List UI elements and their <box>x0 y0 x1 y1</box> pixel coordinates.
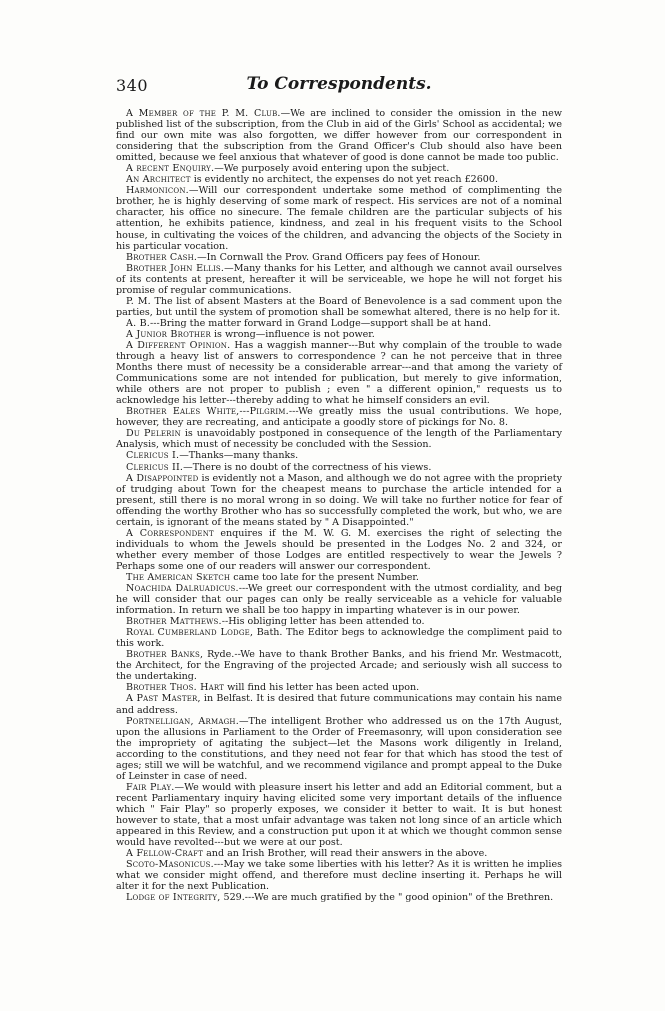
entry-text: is wrong—influence is not power. <box>210 328 375 340</box>
entry-text: ---Bring the matter forward in Grand Lodge—support shall be at hand. <box>150 317 492 329</box>
correspondent-entry <box>116 296 562 318</box>
entry-lead: A recent Enquiry. <box>126 163 215 175</box>
entry-lead: Brother Thos. Hart <box>126 682 225 694</box>
entry-text: will find his letter has been acted upon. <box>224 682 420 694</box>
entry-text: —We are inclined to consider the omission in the new published list of the subscription, from the Club in aid of the Girls' School as accidental; we find our own mite was also forgotten, we differ however from our correspondent in considering that the subscription from the Grand Officer's Club should also have been omitted, because we feel anxious that whatever of good is done cannot be made too public. <box>116 108 562 164</box>
correspondent-entry <box>116 450 562 461</box>
entry-text: is evidently no architect, the expenses do not yet reach £2600. <box>190 174 498 186</box>
entry-lead: A Junior Brother <box>126 328 211 340</box>
entry-lead: Lodge of Integrity, <box>126 892 221 904</box>
entry-text: is evidently not a Mason, and although we do not agree with the propriety of trudging about Town for the cheapest means to purchase the article intended for a present, still there is no moral wrong in so doing. We will take no further notice for fear of offending the worthy Brother who has so successfully completed the work, but who, we are certain, is ignorant of the means stated by " A Disappointed." <box>116 472 562 528</box>
correspondent-entry <box>116 185 562 251</box>
correspondent-entry <box>116 108 562 163</box>
entry-lead: A Correspondent <box>126 527 214 539</box>
entry-lead: The American Sketch <box>126 571 231 583</box>
entry-lead: A Disappointed <box>126 472 199 484</box>
entry-lead: A Fellow-Craft <box>126 848 204 860</box>
entry-lead: Harmonicon. <box>126 185 189 197</box>
correspondent-entry <box>116 616 562 627</box>
correspondent-entry <box>116 163 562 174</box>
entry-text: ---We greet our correspondent with the utmost cordiality, and beg he will consider that our pages can only be really serviceable as a vehicle for valuable information. In return we shall be too happy in imparting whatever is in our power. <box>116 583 562 617</box>
correspondent-entry <box>116 716 562 782</box>
entry-lead: Royal Cumberland Lodge, <box>126 627 254 639</box>
entry-lead: Brother Matthews. <box>126 616 222 628</box>
entry-text: enquires if the M. W. G. M. exercises the right of selecting the individuals to whom the Jewels should be presented in the Lodges No. 2 and 324, or whether every member of those Lodges are entitled respectively to wear the Jewels ? Perhaps some one of our readers will answer our correspondent. <box>116 527 563 572</box>
correspondent-entry <box>116 892 562 903</box>
correspondent-entry <box>116 848 562 859</box>
entry-lead: Fair Play. <box>126 781 175 793</box>
correspondent-entry <box>116 263 562 296</box>
correspondent-entry <box>116 174 562 185</box>
entry-text: The list of absent Masters at the Board of Benevolence is a sad comment upon the parties, but until the system of promotion shall be somewhat altered, there is no help for it. <box>116 295 562 318</box>
entry-lead: P. M. <box>126 295 151 307</box>
page-header <box>116 74 562 98</box>
entry-lead: Brother Banks, <box>126 649 204 661</box>
entry-text: —We purposely avoid entering upon the subject. <box>214 163 450 175</box>
entry-lead: Du Pelerin <box>126 428 181 440</box>
entry-text: and an Irish Brother, will read their answers in the above. <box>203 848 488 860</box>
entry-text: --His obliging letter has been attended to. <box>221 616 425 628</box>
entry-text: —The intelligent Brother who addressed us on the 17th August, upon the allusions in Parliament to the Order of Freemasonry, will upon consideration see the impropriety of agitating the subject—let the Masons work diligently in Ireland, according to the constitutions, and they need not fear for that which has stood the test of ages; still we will be watchful, and we recommend vigilance and prompt appeal to the Duke of Leinster in case of need. <box>116 715 563 782</box>
entry-text: ---May we take some liberties with his letter? As it is written he implies what we consider might offend, and therefore must decline inserting it. Perhaps he will alter it for the next Publication. <box>116 859 562 893</box>
entry-lead: Clericus I. <box>126 450 180 462</box>
entry-text: Ryde.--We have to thank Brother Banks, and his friend Mr. Westmacott, the Architect, for the Engraving of the projected Arcade; and seriously wish all success to the undertaking. <box>116 649 562 683</box>
correspondent-entry <box>116 340 562 406</box>
entry-text: is unavoidably postponed in consequence of the length of the Parliamentary Analysis, which must of necessity be concluded with the Session. <box>116 428 562 451</box>
entry-lead: An Architect <box>126 174 191 186</box>
entry-lead: Portnelligan, Armagh. <box>126 715 239 727</box>
running-title: To Correspondents. <box>246 74 432 94</box>
entry-text: —Thanks—many thanks. <box>179 450 299 462</box>
entry-lead: A Different Opinion. <box>126 339 231 351</box>
entry-text: Has a waggish manner---But why complain of the trouble to wade through a heavy list of answers to correspondence ? can he not perceive that in three Months there must of necessity be a considerable arrear---and that among the variety of Communications some are not intended for publication, but merely to give information, while others are not proper to publish ; even " a different opinion," requests us to acknowledge his letter---thereby adding to what he himself considers an evil. <box>116 339 562 407</box>
entry-text: came too late for the present Number. <box>230 571 419 583</box>
entry-lead: A Member of the P. M. Club. <box>126 108 281 119</box>
entry-text: —Will our correspondent undertake some method of complimenting the brother, he is highly deserving of some mark of respect. His services are not of a nominal character, his office no sinecure. The female children are the particular subjects of his attention, he exhibits patience, kindness, and zeal in his frequent visits to the School house, in cultivating the voices of the children, and advancing the objects of the Society in his particular vocation. <box>116 185 562 252</box>
correspondent-entry <box>116 428 562 450</box>
correspondent-entry <box>116 528 562 572</box>
entry-text: —We would with pleasure insert his letter and add an Editorial comment, but a recent Parliamentary inquiry having elicited some very important details of the influence which " Fair Play" so properly exposes, we consider it better to wait. It is but honest however to state, that a most unfair advantage was taken not long since of an article which appeared in this Review, and a construction put upon it at which we thought common sense would have revolted---but we were at our post. <box>116 781 563 849</box>
entry-text: 529.---We are much gratified by the " good opinion" of the Brethren. <box>220 892 554 904</box>
correspondent-entry <box>116 627 562 649</box>
entry-lead: A Past Master, <box>126 693 201 705</box>
entry-text: ---We greatly miss the usual contributions. We hope, however, they are recreating, and anticipate a goodly store of pickings for No. 8. <box>116 406 562 429</box>
entry-lead: Noachida Dalruadicus. <box>126 583 239 595</box>
entry-text: —Many thanks for his Letter, and although we cannot avail ourselves of its contents at present, hereafter it will be serviceable, we hope he will not forget his promise of regular communications. <box>116 262 562 296</box>
entry-text: —There is no doubt of the correctness of his views. <box>183 461 432 473</box>
page-number: 340 <box>116 76 149 95</box>
correspondent-entry <box>116 329 562 340</box>
correspondent-entry <box>116 473 562 528</box>
correspondent-entry <box>116 462 562 473</box>
correspondent-entry <box>116 572 562 583</box>
entry-lead: Brother Eales White,---Pilgrim. <box>126 406 289 418</box>
entry-lead: Scoto-Masonicus. <box>126 859 214 871</box>
correspondent-entry <box>116 682 562 693</box>
correspondent-entry <box>116 583 562 616</box>
correspondents-body <box>116 108 562 903</box>
correspondent-entry <box>116 318 562 329</box>
entry-lead: Clericus II. <box>126 461 184 473</box>
entry-text: in Belfast. It is desired that future communications may contain his name and address. <box>116 693 562 716</box>
correspondent-entry <box>116 649 562 682</box>
correspondent-entry <box>116 693 562 715</box>
entry-lead: A. B. <box>126 317 151 329</box>
correspondent-entry <box>116 859 562 892</box>
entry-text: —In Cornwall the Prov. Grand Officers pay fees of Honour. <box>197 251 481 263</box>
correspondent-entry <box>116 782 562 848</box>
correspondent-entry <box>116 252 562 263</box>
entry-lead: Brother Cash. <box>126 251 198 263</box>
entry-lead: Brother John Ellis. <box>126 262 225 274</box>
entry-text: Bath. The Editor begs to acknowledge the compliment paid to this work. <box>116 627 562 650</box>
correspondent-entry <box>116 406 562 428</box>
